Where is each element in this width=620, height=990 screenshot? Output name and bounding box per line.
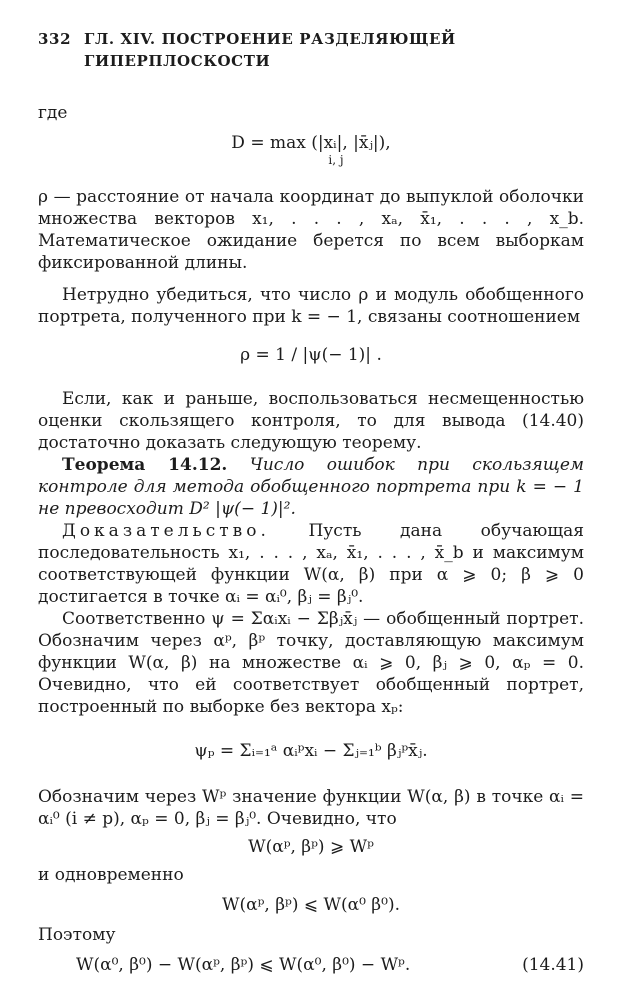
page-number: 332	[38, 30, 72, 48]
therefore-text: Поэтому	[38, 925, 116, 945]
theorem-14-12	[38, 454, 584, 520]
theorem-text: Число ошибок при скользящем контроле для метода обобщенного портрета при k = − 1 не превосходит D² |ψ(− 1)|².	[38, 455, 584, 519]
formula-inequality-1: W(αᵖ, βᵖ) ⩾ Wᵖ	[248, 837, 374, 857]
proof-text: Пусть дана обучающая последовательность x₁, . . . , xₐ, x̄₁, . . . , x̄_b и максимум соответствующей функции W(α, β) при α ⩾ 0; β ⩾ 0 достигается в точке αᵢ = αᵢ⁰, βⱼ = βⱼ⁰.	[38, 521, 584, 607]
paragraph-unbiased: Если, как и раньше, воспользоваться несмещенностью оценки скользящего контроля, то для вывода (14.40) достаточно доказать следующую теорему.	[38, 389, 584, 453]
paragraph-denote: Обозначим через Wᵖ значение функции W(α, β) в точке αᵢ = αᵢ⁰ (i ≠ p), αₚ = 0, βⱼ = βⱼ⁰. Очевидно, что	[38, 787, 584, 829]
equation-number: (14.41)	[522, 955, 584, 975]
formula-final-row	[38, 954, 584, 976]
formula-psi-p: ψₚ = Σᵢ₌₁ᵃ αᵢᵖxᵢ − Σⱼ₌₁ᵇ βⱼᵖx̄ⱼ.	[194, 741, 428, 761]
simultaneously-text: и одновременно	[38, 865, 184, 885]
page-header	[38, 28, 584, 72]
proof-label: Доказательство.	[62, 521, 270, 541]
formula-final: W(α⁰, β⁰) − W(αᵖ, βᵖ) ⩽ W(α⁰, β⁰) − Wᵖ.	[76, 955, 411, 975]
formula-d-subscript: i, j	[328, 153, 344, 167]
formula-rho: ρ = 1 / |ψ(− 1)| .	[240, 345, 382, 365]
formula-inequality-2: W(αᵖ, βᵖ) ⩽ W(α⁰ β⁰).	[222, 895, 400, 915]
formula-d: D = max (|xᵢ|, |x̄ⱼ|),	[231, 133, 391, 153]
where-word: где	[38, 103, 68, 123]
proof	[38, 520, 584, 608]
theorem-label: Теорема 14.12.	[62, 455, 228, 475]
running-title: ГЛ. XIV. ПОСТРОЕНИЕ РАЗДЕЛЯЮЩЕЙ ГИПЕРПЛОСКОСТИ	[84, 30, 456, 70]
paragraph-accordingly: Соответственно ψ = Σαᵢxᵢ − Σβⱼx̄ⱼ — обобщенный портрет. Обозначим через αᵖ, βᵖ точку, доставляющую максимум функции W(α, β) на множестве αᵢ ⩾ 0, βⱼ ⩾ 0, αₚ = 0. Очевидно, что ей соответствует обобщенный портрет, построенный по выборке без вектора xₚ:	[38, 609, 584, 717]
paragraph-rho-psi: Нетрудно убедиться, что число ρ и модуль обобщенного портрета, полученного при k = − 1, связаны соотношением	[38, 285, 584, 327]
paragraph-rho: ρ — расстояние от начала координат до выпуклой оболочки множества векторов x₁, . . . , xₐ, x̄₁, . . . , x_b. Математическое ожидание берется по всем выборкам фиксированной длины.	[38, 187, 584, 273]
